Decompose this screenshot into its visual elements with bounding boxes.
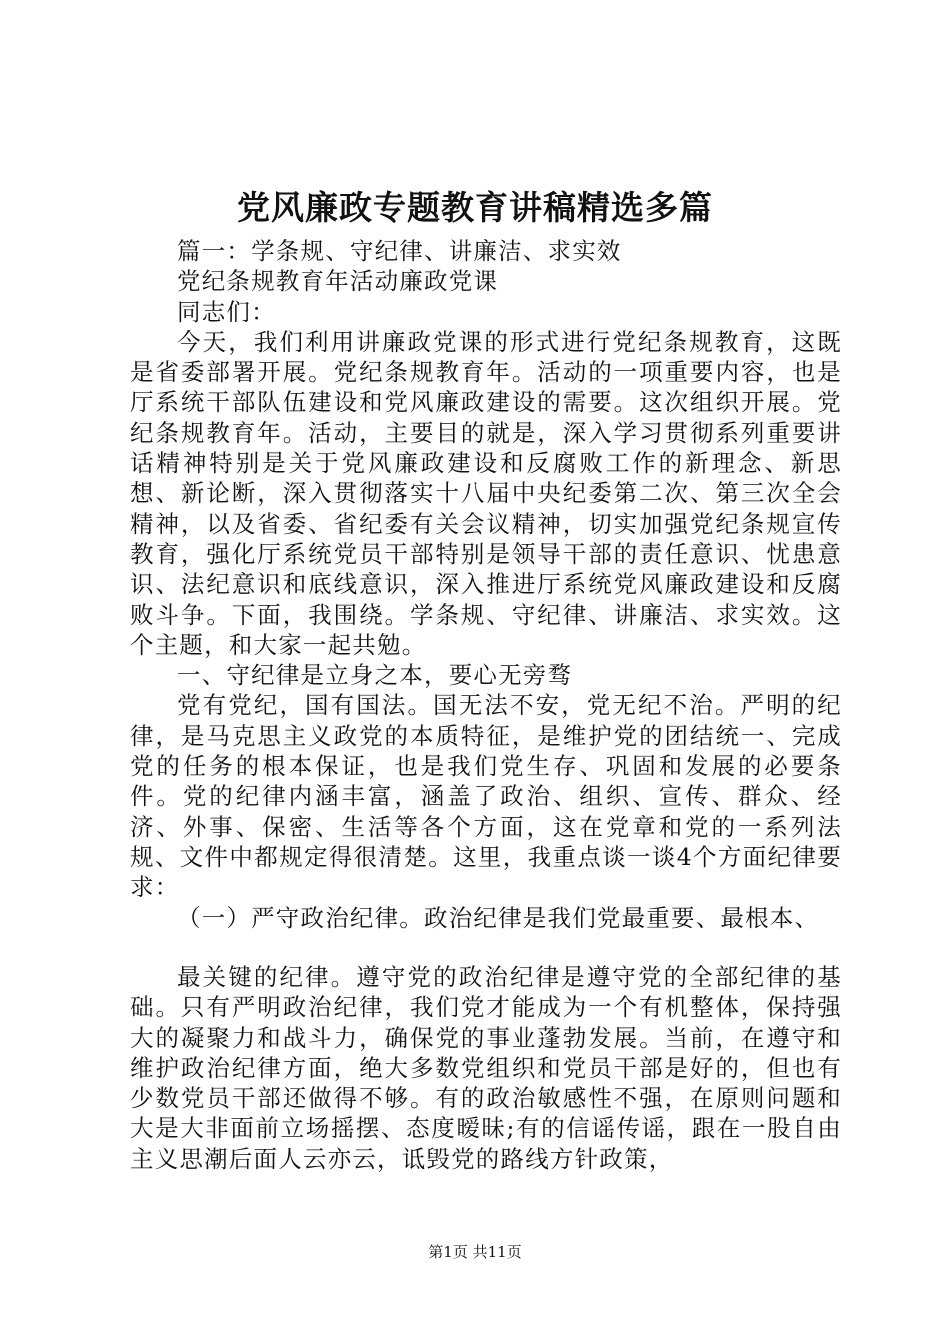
body-text-top [130,236,842,933]
body-paragraph: 党有党纪，国有国法。国无法不安，党无纪不治。严明的纪律，是马克思主义政党的本质特征，是维护党的团结统一、完成党的任务的根本保证，也是我们党生存、巩固和发展的必要条件。党的纪律内涵丰富，涵盖了政治、组织、宣传、群众、经济、外事、保密、生活等各个方面，这在党章和党的一系列法规、文件中都规定得很清楚。这里，我重点谈一谈4个方面纪律要求： [130,691,842,902]
page-title: 党风廉政专题教育讲稿精选多篇 [237,188,713,227]
body-paragraph: （一）严守政治纪律。政治纪律是我们党最重要、最根本、 [177,903,820,932]
body-text-bottom [130,962,842,1174]
section-heading: 一、守纪律是立身之本，要心无旁骛 [177,661,573,690]
page-footer: 第1页 共11页 [428,1243,522,1261]
subtitle: 党纪条规教育年活动廉政党课 [177,267,499,296]
section-heading: 篇一：学条规、守纪律、讲廉洁、求实效 [177,237,622,265]
salutation: 同志们： [177,297,276,326]
body-paragraph: 今天，我们利用讲廉政党课的形式进行党纪条规教育，这既是省委部署开展。党纪条规教育年。活动的一项重要内容，也是厅系统干部队伍建设和党风廉政建设的需要。这次组织开展。党纪条规教育年。活动，主要目的就是，深入学习贯彻系列重要讲话精神特别是关于党风廉政建设和反腐败工作的新理念、新思想、新论断，深入贯彻落实十八届中央纪委第二次、第三次全会精神，以及省委、省纪委有关会议精神，切实加强党纪条规宣传教育，强化厅系统党员干部特别是领导干部的责任意识、忧患意识、法纪意识和底线意识，深入推进厅系统党风廉政建设和反腐败斗争。下面，我围绕。学条规、守纪律、讲廉洁、求实效。这个主题，和大家一起共勉。 [130,327,842,659]
body-paragraph: 最关键的纪律。遵守党的政治纪律是遵守党的全部纪律的基础。只有严明政治纪律，我们党才能成为一个有机整体，保持强大的凝聚力和战斗力，确保党的事业蓬勃发展。当前，在遵守和维护政治纪律方面，绝大多数党组织和党员干部是好的，但也有少数党员干部还做得不够。有的政治敏感性不强，在原则问题和大是大非面前立场摇摆、态度暧昧;有的信谣传谣，跟在一股自由主义思潮后面人云亦云，诋毁党的路线方针政策， [130,963,842,1173]
